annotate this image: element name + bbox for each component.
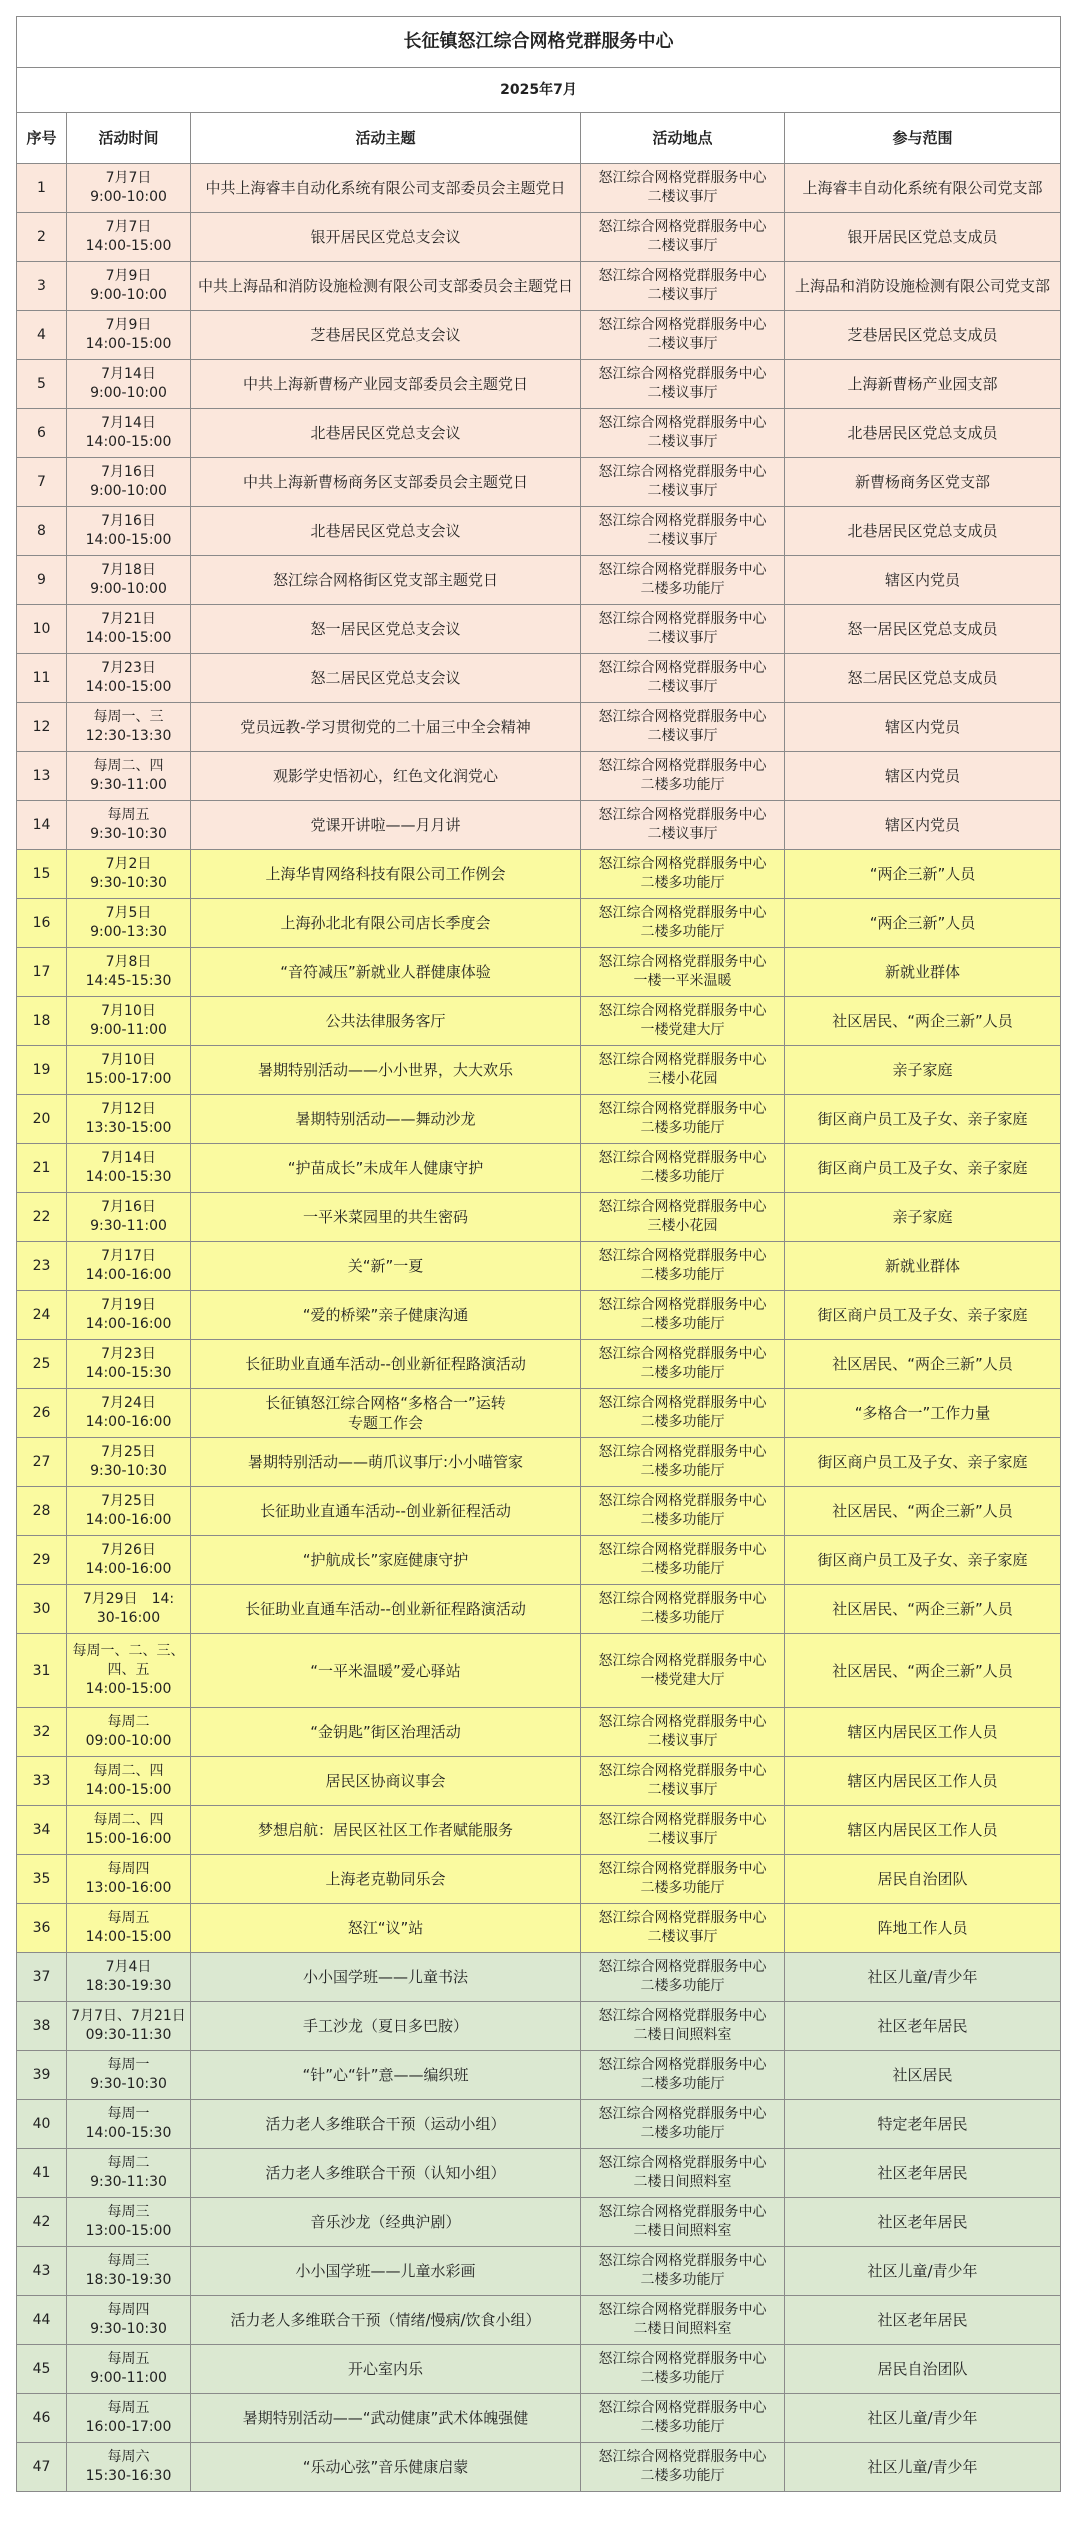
row-place-cell: 怒江综合网格党群服务中心 二楼议事厅 xyxy=(581,360,785,409)
row-time-cell: 每周三 13:00-15:00 xyxy=(67,2198,191,2247)
row-place-cell: 怒江综合网格党群服务中心 二楼多功能厅 xyxy=(581,1242,785,1291)
row-scope-cell: 辖区内党员 xyxy=(785,703,1061,752)
row-place-cell: 怒江综合网格党群服务中心 二楼议事厅 xyxy=(581,1806,785,1855)
row-time-cell: 7月19日 14:00-16:00 xyxy=(67,1291,191,1340)
row-place-cell: 怒江综合网格党群服务中心 二楼多功能厅 xyxy=(581,1536,785,1585)
row-place-cell: 怒江综合网格党群服务中心 二楼议事厅 xyxy=(581,703,785,752)
row-topic-cell: “爱的桥梁”亲子健康沟通 xyxy=(191,1291,581,1340)
row-scope-cell: 银开居民区党总支成员 xyxy=(785,213,1061,262)
row-topic-cell: 中共上海新曹杨商务区支部委员会主题党日 xyxy=(191,458,581,507)
row-index-cell: 7 xyxy=(17,458,67,507)
table-row xyxy=(17,507,1061,556)
row-place-cell: 怒江综合网格党群服务中心 二楼日间照料室 xyxy=(581,2296,785,2345)
row-time-cell: 7月14日 14:00-15:30 xyxy=(67,1144,191,1193)
table-row xyxy=(17,997,1061,1046)
row-time-cell: 7月10日 9:00-11:00 xyxy=(67,997,191,1046)
row-time-cell: 7月17日 14:00-16:00 xyxy=(67,1242,191,1291)
row-index-cell: 15 xyxy=(17,850,67,899)
row-topic-cell: 梦想启航：居民区社区工作者赋能服务 xyxy=(191,1806,581,1855)
row-topic-cell: 上海老克勒同乐会 xyxy=(191,1855,581,1904)
row-scope-cell: 社区居民、“两企三新”人员 xyxy=(785,1634,1061,1708)
row-index-cell: 1 xyxy=(17,164,67,213)
row-scope-cell: 社区居民、“两企三新”人员 xyxy=(785,1340,1061,1389)
table-row xyxy=(17,2051,1061,2100)
row-topic-cell: 北巷居民区党总支会议 xyxy=(191,507,581,556)
row-place-cell: 怒江综合网格党群服务中心 二楼议事厅 xyxy=(581,801,785,850)
row-time-cell: 7月7日 14:00-15:00 xyxy=(67,213,191,262)
row-scope-cell: 社区居民、“两企三新”人员 xyxy=(785,997,1061,1046)
row-time-cell: 每周一 9:30-10:30 xyxy=(67,2051,191,2100)
table-row xyxy=(17,2100,1061,2149)
row-time-cell: 7月9日 14:00-15:00 xyxy=(67,311,191,360)
row-place-cell: 怒江综合网格党群服务中心 二楼多功能厅 xyxy=(581,1585,785,1634)
row-scope-cell: 上海品和消防设施检测有限公司党支部 xyxy=(785,262,1061,311)
row-time-cell: 每周二、四 9:30-11:00 xyxy=(67,752,191,801)
row-topic-cell: 开心室内乐 xyxy=(191,2345,581,2394)
row-place-cell: 怒江综合网格党群服务中心 二楼议事厅 xyxy=(581,605,785,654)
row-scope-cell: 社区儿童/青少年 xyxy=(785,2443,1061,2492)
row-time-cell: 7月23日 14:00-15:00 xyxy=(67,654,191,703)
table-row xyxy=(17,1904,1061,1953)
row-index-cell: 32 xyxy=(17,1708,67,1757)
row-scope-cell: 社区老年居民 xyxy=(785,2149,1061,2198)
table-subtitle-month: 2025年7月 xyxy=(17,68,1061,113)
row-scope-cell: “两企三新”人员 xyxy=(785,850,1061,899)
row-index-cell: 6 xyxy=(17,409,67,458)
row-scope-cell: 亲子家庭 xyxy=(785,1193,1061,1242)
row-time-cell: 7月24日 14:00-16:00 xyxy=(67,1389,191,1438)
row-time-cell: 每周一 14:00-15:30 xyxy=(67,2100,191,2149)
row-index-cell: 45 xyxy=(17,2345,67,2394)
row-index-cell: 19 xyxy=(17,1046,67,1095)
row-scope-cell: 北巷居民区党总支成员 xyxy=(785,507,1061,556)
row-topic-cell: 关“新”一夏 xyxy=(191,1242,581,1291)
row-place-cell: 怒江综合网格党群服务中心 三楼小花园 xyxy=(581,1046,785,1095)
row-time-cell: 7月16日 9:00-10:00 xyxy=(67,458,191,507)
row-index-cell: 46 xyxy=(17,2394,67,2443)
row-scope-cell: 街区商户员工及子女、亲子家庭 xyxy=(785,1144,1061,1193)
table-row xyxy=(17,1193,1061,1242)
table-row xyxy=(17,948,1061,997)
row-topic-cell: 暑期特别活动——小小世界，大大欢乐 xyxy=(191,1046,581,1095)
table-row xyxy=(17,2443,1061,2492)
row-topic-cell: 党课开讲啦——月月讲 xyxy=(191,801,581,850)
row-index-cell: 42 xyxy=(17,2198,67,2247)
row-scope-cell: 特定老年居民 xyxy=(785,2100,1061,2149)
row-scope-cell: 社区老年居民 xyxy=(785,2198,1061,2247)
row-topic-cell: “护苗成长”未成年人健康守护 xyxy=(191,1144,581,1193)
row-topic-cell: 暑期特别活动——萌爪议事厅:小小喵管家 xyxy=(191,1438,581,1487)
row-place-cell: 怒江综合网格党群服务中心 三楼小花园 xyxy=(581,1193,785,1242)
row-index-cell: 12 xyxy=(17,703,67,752)
row-time-cell: 7月9日 9:00-10:00 xyxy=(67,262,191,311)
row-topic-cell: “金钥匙”街区治理活动 xyxy=(191,1708,581,1757)
row-place-cell: 怒江综合网格党群服务中心 一楼党建大厅 xyxy=(581,1634,785,1708)
row-topic-cell: 中共上海睿丰自动化系统有限公司支部委员会主题党日 xyxy=(191,164,581,213)
row-topic-cell: “音符减压”新就业人群健康体验 xyxy=(191,948,581,997)
row-scope-cell: 社区儿童/青少年 xyxy=(785,2394,1061,2443)
row-index-cell: 2 xyxy=(17,213,67,262)
row-scope-cell: 街区商户员工及子女、亲子家庭 xyxy=(785,1536,1061,1585)
row-place-cell: 怒江综合网格党群服务中心 二楼多功能厅 xyxy=(581,850,785,899)
row-topic-cell: 怒二居民区党总支会议 xyxy=(191,654,581,703)
row-topic-cell: 中共上海新曹杨产业园支部委员会主题党日 xyxy=(191,360,581,409)
row-topic-cell: 上海华胄网络科技有限公司工作例会 xyxy=(191,850,581,899)
row-time-cell: 每周二 09:00-10:00 xyxy=(67,1708,191,1757)
row-scope-cell: 新就业群体 xyxy=(785,1242,1061,1291)
row-time-cell: 7月21日 14:00-15:00 xyxy=(67,605,191,654)
row-topic-cell: 暑期特别活动——舞动沙龙 xyxy=(191,1095,581,1144)
table-row xyxy=(17,2149,1061,2198)
row-time-cell: 7月7日、7月21日 09:30-11:30 xyxy=(67,2002,191,2051)
row-time-cell: 每周二、四 15:00-16:00 xyxy=(67,1806,191,1855)
row-topic-cell: 活力老人多维联合干预（运动小组） xyxy=(191,2100,581,2149)
row-index-cell: 27 xyxy=(17,1438,67,1487)
row-index-cell: 23 xyxy=(17,1242,67,1291)
row-place-cell: 怒江综合网格党群服务中心 二楼日间照料室 xyxy=(581,2198,785,2247)
row-scope-cell: 社区居民 xyxy=(785,2051,1061,2100)
row-time-cell: 每周四 9:30-10:30 xyxy=(67,2296,191,2345)
row-index-cell: 8 xyxy=(17,507,67,556)
row-scope-cell: 亲子家庭 xyxy=(785,1046,1061,1095)
row-scope-cell: 怒一居民区党总支成员 xyxy=(785,605,1061,654)
table-row xyxy=(17,703,1061,752)
row-scope-cell: 辖区内居民区工作人员 xyxy=(785,1806,1061,1855)
row-time-cell: 7月10日 15:00-17:00 xyxy=(67,1046,191,1095)
table-row xyxy=(17,2394,1061,2443)
row-place-cell: 怒江综合网格党群服务中心 二楼议事厅 xyxy=(581,1757,785,1806)
row-topic-cell: 北巷居民区党总支会议 xyxy=(191,409,581,458)
row-scope-cell: 社区居民、“两企三新”人员 xyxy=(785,1585,1061,1634)
table-row xyxy=(17,360,1061,409)
row-place-cell: 怒江综合网格党群服务中心 二楼议事厅 xyxy=(581,654,785,703)
row-time-cell: 7月23日 14:00-15:30 xyxy=(67,1340,191,1389)
row-time-cell: 每周五 9:30-10:30 xyxy=(67,801,191,850)
row-time-cell: 7月4日 18:30-19:30 xyxy=(67,1953,191,2002)
row-topic-cell: 怒江“议”站 xyxy=(191,1904,581,1953)
row-place-cell: 怒江综合网格党群服务中心 二楼议事厅 xyxy=(581,262,785,311)
row-index-cell: 36 xyxy=(17,1904,67,1953)
row-place-cell: 怒江综合网格党群服务中心 二楼多功能厅 xyxy=(581,1144,785,1193)
row-time-cell: 每周二 9:30-11:30 xyxy=(67,2149,191,2198)
header-topic: 活动主题 xyxy=(191,113,581,164)
row-topic-cell: 居民区协商议事会 xyxy=(191,1757,581,1806)
row-time-cell: 每周四 13:00-16:00 xyxy=(67,1855,191,1904)
table-row xyxy=(17,1242,1061,1291)
table-row xyxy=(17,1634,1061,1708)
header-time: 活动时间 xyxy=(67,113,191,164)
row-topic-cell: 公共法律服务客厅 xyxy=(191,997,581,1046)
table-row xyxy=(17,311,1061,360)
row-index-cell: 22 xyxy=(17,1193,67,1242)
row-place-cell: 怒江综合网格党群服务中心 二楼多功能厅 xyxy=(581,1340,785,1389)
row-place-cell: 怒江综合网格党群服务中心 二楼议事厅 xyxy=(581,458,785,507)
row-index-cell: 43 xyxy=(17,2247,67,2296)
row-index-cell: 18 xyxy=(17,997,67,1046)
row-index-cell: 26 xyxy=(17,1389,67,1438)
table-row xyxy=(17,1389,1061,1438)
row-time-cell: 7月2日 9:30-10:30 xyxy=(67,850,191,899)
row-topic-cell: 活力老人多维联合干预（认知小组） xyxy=(191,2149,581,2198)
row-place-cell: 怒江综合网格党群服务中心 二楼多功能厅 xyxy=(581,752,785,801)
row-topic-cell: 小小国学班——儿童水彩画 xyxy=(191,2247,581,2296)
table-row xyxy=(17,1144,1061,1193)
row-index-cell: 41 xyxy=(17,2149,67,2198)
row-time-cell: 7月16日 14:00-15:00 xyxy=(67,507,191,556)
table-row xyxy=(17,1585,1061,1634)
table-row xyxy=(17,2345,1061,2394)
row-time-cell: 7月16日 9:30-11:00 xyxy=(67,1193,191,1242)
schedule-sheet xyxy=(16,16,1060,2492)
row-time-cell: 7月25日 9:30-10:30 xyxy=(67,1438,191,1487)
row-scope-cell: 北巷居民区党总支成员 xyxy=(785,409,1061,458)
row-scope-cell: 新就业群体 xyxy=(785,948,1061,997)
row-place-cell: 怒江综合网格党群服务中心 二楼多功能厅 xyxy=(581,2443,785,2492)
row-topic-cell: 银开居民区党总支会议 xyxy=(191,213,581,262)
row-topic-cell: 长征助业直通车活动--创业新征程路演活动 xyxy=(191,1340,581,1389)
row-index-cell: 44 xyxy=(17,2296,67,2345)
row-place-cell: 怒江综合网格党群服务中心 二楼议事厅 xyxy=(581,213,785,262)
row-index-cell: 11 xyxy=(17,654,67,703)
row-index-cell: 14 xyxy=(17,801,67,850)
table-row xyxy=(17,213,1061,262)
row-place-cell: 怒江综合网格党群服务中心 二楼日间照料室 xyxy=(581,2149,785,2198)
row-place-cell: 怒江综合网格党群服务中心 二楼议事厅 xyxy=(581,1708,785,1757)
row-topic-cell: 怒江综合网格街区党支部主题党日 xyxy=(191,556,581,605)
row-place-cell: 怒江综合网格党群服务中心 一楼党建大厅 xyxy=(581,997,785,1046)
row-time-cell: 7月14日 14:00-15:00 xyxy=(67,409,191,458)
row-place-cell: 怒江综合网格党群服务中心 二楼多功能厅 xyxy=(581,1095,785,1144)
row-topic-cell: “乐动心弦”音乐健康启蒙 xyxy=(191,2443,581,2492)
row-place-cell: 怒江综合网格党群服务中心 二楼多功能厅 xyxy=(581,2345,785,2394)
row-time-cell: 每周二、四 14:00-15:00 xyxy=(67,1757,191,1806)
table-row xyxy=(17,164,1061,213)
row-index-cell: 25 xyxy=(17,1340,67,1389)
row-scope-cell: 怒二居民区党总支成员 xyxy=(785,654,1061,703)
row-place-cell: 怒江综合网格党群服务中心 二楼议事厅 xyxy=(581,311,785,360)
row-scope-cell: “多格合一”工作力量 xyxy=(785,1389,1061,1438)
table-row xyxy=(17,1438,1061,1487)
row-scope-cell: 社区儿童/青少年 xyxy=(785,2247,1061,2296)
row-scope-cell: 街区商户员工及子女、亲子家庭 xyxy=(785,1438,1061,1487)
table-row xyxy=(17,1046,1061,1095)
row-topic-cell: “一平米温暖”爱心驿站 xyxy=(191,1634,581,1708)
row-topic-cell: “护航成长”家庭健康守护 xyxy=(191,1536,581,1585)
table-row xyxy=(17,1291,1061,1340)
row-scope-cell: 芝巷居民区党总支成员 xyxy=(785,311,1061,360)
table-row xyxy=(17,2247,1061,2296)
row-index-cell: 39 xyxy=(17,2051,67,2100)
row-time-cell: 每周一、二、三、 四、五 14:00-15:00 xyxy=(67,1634,191,1708)
table-row xyxy=(17,1340,1061,1389)
row-scope-cell: 居民自治团队 xyxy=(785,1855,1061,1904)
row-index-cell: 31 xyxy=(17,1634,67,1708)
row-scope-cell: 新曹杨商务区党支部 xyxy=(785,458,1061,507)
row-index-cell: 34 xyxy=(17,1806,67,1855)
row-time-cell: 7月7日 9:00-10:00 xyxy=(67,164,191,213)
row-index-cell: 20 xyxy=(17,1095,67,1144)
row-time-cell: 每周五 14:00-15:00 xyxy=(67,1904,191,1953)
row-index-cell: 47 xyxy=(17,2443,67,2492)
row-time-cell: 7月12日 13:30-15:00 xyxy=(67,1095,191,1144)
table-row xyxy=(17,1757,1061,1806)
row-scope-cell: 阵地工作人员 xyxy=(785,1904,1061,1953)
row-scope-cell: 社区老年居民 xyxy=(785,2296,1061,2345)
row-index-cell: 21 xyxy=(17,1144,67,1193)
table-row xyxy=(17,752,1061,801)
header-index: 序号 xyxy=(17,113,67,164)
row-topic-cell: 长征镇怒江综合网格“多格合一”运转 专题工作会 xyxy=(191,1389,581,1438)
row-time-cell: 每周五 16:00-17:00 xyxy=(67,2394,191,2443)
row-time-cell: 7月5日 9:00-13:30 xyxy=(67,899,191,948)
row-scope-cell: 社区居民、“两企三新”人员 xyxy=(785,1487,1061,1536)
row-topic-cell: 长征助业直通车活动--创业新征程活动 xyxy=(191,1487,581,1536)
row-time-cell: 7月26日 14:00-16:00 xyxy=(67,1536,191,1585)
row-time-cell: 每周五 9:00-11:00 xyxy=(67,2345,191,2394)
table-row xyxy=(17,1708,1061,1757)
row-place-cell: 怒江综合网格党群服务中心 二楼多功能厅 xyxy=(581,2051,785,2100)
table-row xyxy=(17,2002,1061,2051)
row-place-cell: 怒江综合网格党群服务中心 二楼多功能厅 xyxy=(581,556,785,605)
row-scope-cell: 居民自治团队 xyxy=(785,2345,1061,2394)
row-scope-cell: 辖区内居民区工作人员 xyxy=(785,1757,1061,1806)
table-row xyxy=(17,409,1061,458)
row-index-cell: 24 xyxy=(17,1291,67,1340)
row-place-cell: 怒江综合网格党群服务中心 二楼多功能厅 xyxy=(581,2100,785,2149)
row-index-cell: 13 xyxy=(17,752,67,801)
row-topic-cell: 上海孙北北有限公司店长季度会 xyxy=(191,899,581,948)
header-place: 活动地点 xyxy=(581,113,785,164)
row-topic-cell: 中共上海品和消防设施检测有限公司支部委员会主题党日 xyxy=(191,262,581,311)
row-index-cell: 33 xyxy=(17,1757,67,1806)
row-topic-cell: 长征助业直通车活动--创业新征程路演活动 xyxy=(191,1585,581,1634)
row-index-cell: 30 xyxy=(17,1585,67,1634)
row-index-cell: 3 xyxy=(17,262,67,311)
row-scope-cell: 辖区内党员 xyxy=(785,752,1061,801)
table-title: 长征镇怒江综合网格党群服务中心 xyxy=(17,17,1061,68)
row-topic-cell: “针”心“针”意——编织班 xyxy=(191,2051,581,2100)
table-row xyxy=(17,1806,1061,1855)
row-index-cell: 28 xyxy=(17,1487,67,1536)
table-row xyxy=(17,2296,1061,2345)
table-row xyxy=(17,605,1061,654)
table-row xyxy=(17,899,1061,948)
row-topic-cell: 小小国学班——儿童书法 xyxy=(191,1953,581,2002)
table-row xyxy=(17,2198,1061,2247)
row-index-cell: 10 xyxy=(17,605,67,654)
row-place-cell: 怒江综合网格党群服务中心 二楼多功能厅 xyxy=(581,1855,785,1904)
table-row xyxy=(17,1855,1061,1904)
row-topic-cell: 芝巷居民区党总支会议 xyxy=(191,311,581,360)
row-topic-cell: 观影学史悟初心，红色文化润党心 xyxy=(191,752,581,801)
table-row xyxy=(17,654,1061,703)
row-time-cell: 7月8日 14:45-15:30 xyxy=(67,948,191,997)
table-row xyxy=(17,801,1061,850)
row-place-cell: 怒江综合网格党群服务中心 一楼一平米温暖 xyxy=(581,948,785,997)
row-place-cell: 怒江综合网格党群服务中心 二楼议事厅 xyxy=(581,1904,785,1953)
row-place-cell: 怒江综合网格党群服务中心 二楼多功能厅 xyxy=(581,1291,785,1340)
row-scope-cell: 街区商户员工及子女、亲子家庭 xyxy=(785,1291,1061,1340)
row-place-cell: 怒江综合网格党群服务中心 二楼多功能厅 xyxy=(581,1438,785,1487)
row-scope-cell: 街区商户员工及子女、亲子家庭 xyxy=(785,1095,1061,1144)
table-row xyxy=(17,1095,1061,1144)
row-time-cell: 7月14日 9:00-10:00 xyxy=(67,360,191,409)
row-place-cell: 怒江综合网格党群服务中心 二楼多功能厅 xyxy=(581,2394,785,2443)
row-time-cell: 每周一、三 12:30-13:30 xyxy=(67,703,191,752)
activity-table xyxy=(16,16,1061,2492)
row-index-cell: 29 xyxy=(17,1536,67,1585)
row-place-cell: 怒江综合网格党群服务中心 二楼多功能厅 xyxy=(581,2247,785,2296)
row-time-cell: 每周六 15:30-16:30 xyxy=(67,2443,191,2492)
header-scope: 参与范围 xyxy=(785,113,1061,164)
row-time-cell: 每周三 18:30-19:30 xyxy=(67,2247,191,2296)
row-topic-cell: 手工沙龙（夏日多巴胺） xyxy=(191,2002,581,2051)
row-scope-cell: 社区老年居民 xyxy=(785,2002,1061,2051)
row-scope-cell: 辖区内党员 xyxy=(785,556,1061,605)
row-index-cell: 35 xyxy=(17,1855,67,1904)
row-index-cell: 17 xyxy=(17,948,67,997)
row-index-cell: 5 xyxy=(17,360,67,409)
row-place-cell: 怒江综合网格党群服务中心 二楼多功能厅 xyxy=(581,1487,785,1536)
row-place-cell: 怒江综合网格党群服务中心 二楼日间照料室 xyxy=(581,2002,785,2051)
row-place-cell: 怒江综合网格党群服务中心 二楼多功能厅 xyxy=(581,1389,785,1438)
table-row xyxy=(17,458,1061,507)
row-scope-cell: 社区儿童/青少年 xyxy=(785,1953,1061,2002)
row-time-cell: 7月25日 14:00-16:00 xyxy=(67,1487,191,1536)
row-scope-cell: 上海睿丰自动化系统有限公司党支部 xyxy=(785,164,1061,213)
row-scope-cell: “两企三新”人员 xyxy=(785,899,1061,948)
table-row xyxy=(17,1487,1061,1536)
row-place-cell: 怒江综合网格党群服务中心 二楼多功能厅 xyxy=(581,1953,785,2002)
table-row xyxy=(17,850,1061,899)
table-row xyxy=(17,1953,1061,2002)
row-time-cell: 7月18日 9:00-10:00 xyxy=(67,556,191,605)
row-place-cell: 怒江综合网格党群服务中心 二楼议事厅 xyxy=(581,507,785,556)
row-index-cell: 9 xyxy=(17,556,67,605)
row-index-cell: 40 xyxy=(17,2100,67,2149)
row-place-cell: 怒江综合网格党群服务中心 二楼议事厅 xyxy=(581,409,785,458)
table-row xyxy=(17,556,1061,605)
row-place-cell: 怒江综合网格党群服务中心 二楼议事厅 xyxy=(581,164,785,213)
row-index-cell: 16 xyxy=(17,899,67,948)
row-index-cell: 4 xyxy=(17,311,67,360)
table-row xyxy=(17,1536,1061,1585)
row-place-cell: 怒江综合网格党群服务中心 二楼多功能厅 xyxy=(581,899,785,948)
table-row xyxy=(17,262,1061,311)
row-scope-cell: 辖区内党员 xyxy=(785,801,1061,850)
row-topic-cell: 暑期特别活动——“武动健康”武术体魄强健 xyxy=(191,2394,581,2443)
row-topic-cell: 音乐沙龙（经典沪剧） xyxy=(191,2198,581,2247)
row-topic-cell: 怒一居民区党总支会议 xyxy=(191,605,581,654)
row-index-cell: 37 xyxy=(17,1953,67,2002)
row-topic-cell: 活力老人多维联合干预（情绪/慢病/饮食小组） xyxy=(191,2296,581,2345)
row-scope-cell: 辖区内居民区工作人员 xyxy=(785,1708,1061,1757)
row-topic-cell: 一平米菜园里的共生密码 xyxy=(191,1193,581,1242)
row-time-cell: 7月29日 14: 30-16:00 xyxy=(67,1585,191,1634)
row-scope-cell: 上海新曹杨产业园支部 xyxy=(785,360,1061,409)
row-topic-cell: 党员远教-学习贯彻党的二十届三中全会精神 xyxy=(191,703,581,752)
row-index-cell: 38 xyxy=(17,2002,67,2051)
